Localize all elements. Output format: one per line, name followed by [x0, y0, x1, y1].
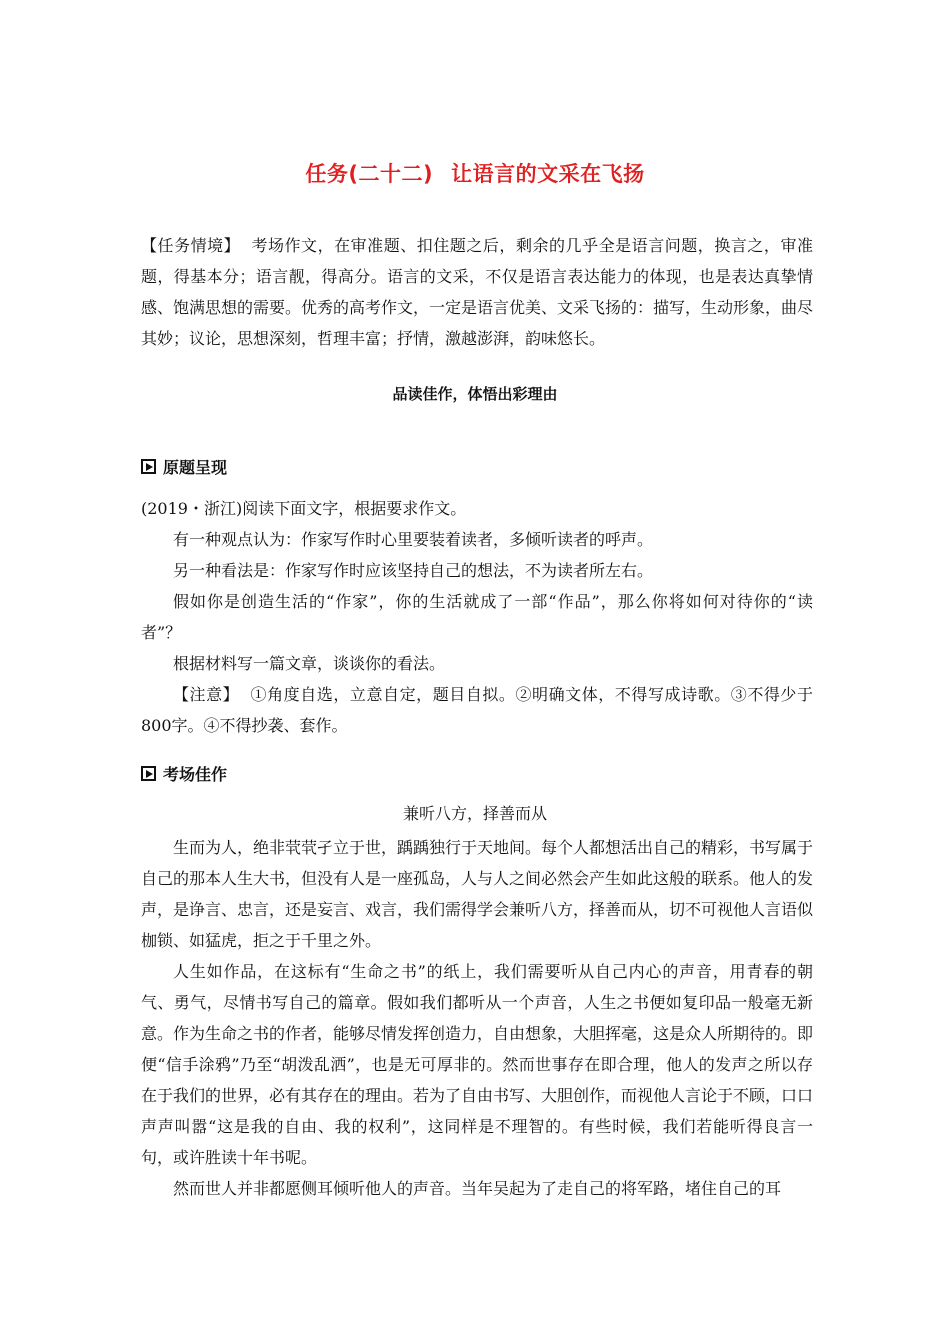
essay-paragraph: 人生如作品，在这标有“生命之书”的纸上，我们需要听从自己内心的声音，用青春的朝气、勇气，尽情书写自己的篇章。假如我们都听从一个声音，人生之书便如复印品一般毫无新意。作为生命之书的作者，能够尽情发挥创造力，自由想象，大胆挥毫，这是众人所期待的。即便“信手涂鸦”乃至“胡泼乱洒”，也是无可厚非的。然而世事存在即合理，他人的发声之所以存在于我们的世界，必有其存在的理由。若为了自由书写、大胆创作，而视他人言论于不顾，口口声声叫嚣“这是我的自由、我的权利”，这同样是不理智的。有些时候，我们若能听得良言一句，或许胜读十年书呢。: [141, 962, 814, 1167]
essay-paragraph: 然而世人并非都愿侧耳倾听他人的声音。当年吴起为了走自己的将军路，堵住自己的耳: [173, 1179, 782, 1198]
note-text: ①角度自选，立意自定，题目自拟。②明确文体，不得写成诗歌。③不得少于800字。④不得抄袭、套作。: [141, 685, 813, 735]
essay-body: [141, 832, 813, 1204]
question-note: [141, 679, 813, 741]
task-context-tag: 【任务情境】: [141, 236, 241, 255]
title-task-name: 让语言的文采在飞扬: [451, 162, 645, 186]
question-line: 另一种看法是：作家写作时应该坚持自己的想法，不为读者所左右。: [173, 561, 654, 580]
title-task-number: 任务(二十二): [305, 162, 434, 186]
question-line: 假如你是创造生活的“作家”，你的生活就成了一部“作品”，那么你将如何对待你的“读者”？: [141, 592, 813, 642]
section-heading-original-question: [141, 455, 227, 477]
question-line: 根据材料写一篇文章，谈谈你的看法。: [173, 654, 446, 673]
original-question: [141, 493, 813, 741]
question-line: 有一种观点认为：作家写作时心里要装着读者，多倾听读者的呼声。: [173, 530, 654, 549]
task-context-text: 考场作文，在审准题、扣住题之后，剩余的几乎全是语言问题，换言之，审准题，得基本分；语言靓，得高分。语言的文采，不仅是语言表达能力的体现，也是表达真挚情感、饱满思想的需要。优秀的高考作文，一定是语言优美、文采飞扬的：描写，生动形象，曲尽其妙；议论，思想深刻，哲理丰富；抒情，激越澎湃，韵味悠长。: [141, 236, 814, 348]
section-heading-label: 原题呈现: [163, 457, 228, 477]
question-source: (2019・浙江)阅读下面文字，根据要求作文。: [141, 499, 467, 518]
play-icon: [141, 766, 156, 781]
section-subtitle: 品读佳作，体悟出彩理由: [392, 385, 558, 403]
section-heading-label: 考场佳作: [163, 764, 228, 784]
play-icon: [141, 459, 156, 474]
page-title: [0, 158, 950, 188]
essay-title: 兼听八方，择善而从: [402, 804, 547, 823]
task-context-paragraph: [141, 230, 813, 354]
essay-paragraph: 生而为人，绝非茕茕孑立于世，踽踽独行于天地间。每个人都想活出自己的精彩，书写属于自己的那本人生大书，但没有人是一座孤岛，人与人之间必然会产生如此这般的联系。他人的发声，是诤言、忠言，还是妄言、戏言，我们需得学会兼听八方，择善而从，切不可视他人言语似枷锁、如猛虎，拒之于千里之外。: [141, 838, 814, 950]
note-tag: 【注意】: [173, 685, 240, 704]
section-heading-exam-essay: [141, 762, 227, 784]
